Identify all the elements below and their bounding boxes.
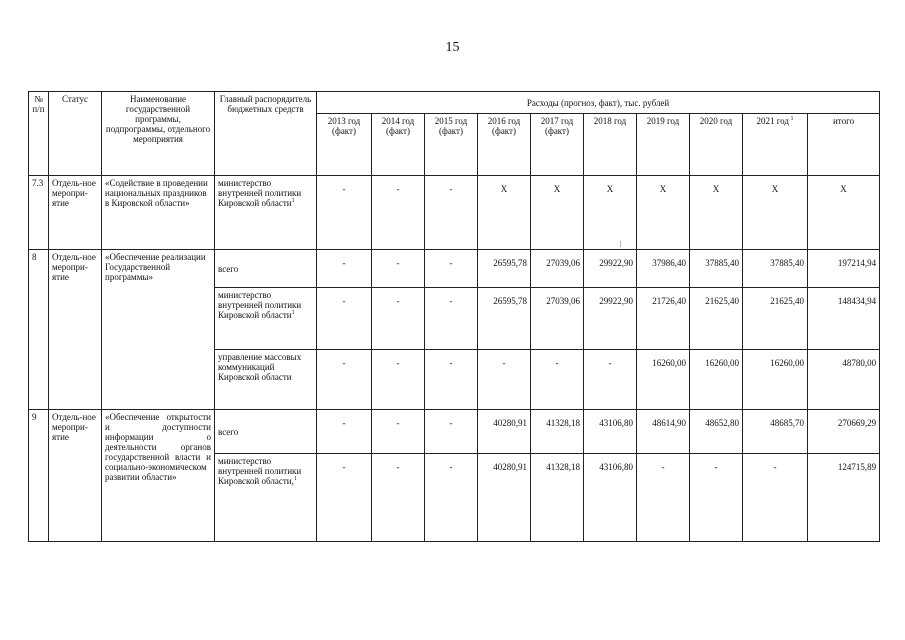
value-cell: 270669,29 bbox=[808, 410, 880, 454]
value-cell: - bbox=[372, 454, 425, 542]
value-cell: 21726,40 bbox=[637, 288, 690, 350]
header-year-5: 2018 год bbox=[584, 114, 637, 176]
value-cell: - bbox=[478, 350, 531, 410]
value-cell: 29922,90 bbox=[584, 288, 637, 350]
value-cell: - bbox=[425, 250, 478, 288]
value-cell: 41328,18 bbox=[531, 454, 584, 542]
page-number: 15 bbox=[445, 40, 460, 55]
header-year-8: 2021 год $^1$ bbox=[743, 114, 808, 176]
value-cell: - bbox=[425, 410, 478, 454]
value-cell: 26595,78 bbox=[478, 288, 531, 350]
row-distributor: всего bbox=[215, 410, 317, 454]
header-expenses: Расходы (прогноз, факт), тыс. рублей bbox=[317, 92, 880, 114]
value-cell: X bbox=[584, 176, 637, 250]
table-row bbox=[29, 250, 880, 288]
value-cell: 21625,40 bbox=[690, 288, 743, 350]
value-cell: 16260,00 bbox=[690, 350, 743, 410]
value-cell: - bbox=[372, 410, 425, 454]
value-cell: 48780,00 bbox=[808, 350, 880, 410]
value-cell: X bbox=[808, 176, 880, 250]
table-body bbox=[29, 176, 880, 542]
row-distributor: управление массовых коммуникаций Кировской области bbox=[215, 350, 317, 410]
value-cell: 37885,40 bbox=[743, 250, 808, 288]
value-cell: - bbox=[317, 288, 372, 350]
row-status: Отдель-ное меропри-ятие bbox=[49, 410, 102, 542]
row-distributor: министерство внутренней политики Кировской области$^1$ bbox=[215, 288, 317, 350]
row-distributor: министерство внутренней политики Кировской области,$^1$ bbox=[215, 454, 317, 542]
header-year-6: 2019 год bbox=[637, 114, 690, 176]
header-year-4: 2017 год (факт) bbox=[531, 114, 584, 176]
row-status: Отдель-ное меропри-ятие bbox=[49, 250, 102, 410]
row-name: «Обеспечение реализации Государственной программы» bbox=[102, 250, 215, 410]
table-row bbox=[29, 410, 880, 454]
header-status: Статус bbox=[49, 92, 102, 176]
footnote-mark: 1 bbox=[789, 116, 794, 122]
budget-table bbox=[28, 91, 880, 542]
value-cell: 26595,78 bbox=[478, 250, 531, 288]
value-cell: X bbox=[743, 176, 808, 250]
value-cell: 37986,40 bbox=[637, 250, 690, 288]
header-year-7: 2020 год bbox=[690, 114, 743, 176]
row-number: 8 bbox=[29, 250, 49, 410]
value-cell: - bbox=[425, 350, 478, 410]
value-cell: - bbox=[372, 176, 425, 250]
value-cell: 40280,91 bbox=[478, 410, 531, 454]
value-cell: - bbox=[743, 454, 808, 542]
value-cell: 48685,70 bbox=[743, 410, 808, 454]
value-cell: 21625,40 bbox=[743, 288, 808, 350]
table-row bbox=[29, 176, 880, 250]
value-cell: - bbox=[531, 350, 584, 410]
header-year-0: 2013 год (факт) bbox=[317, 114, 372, 176]
value-cell: - bbox=[317, 410, 372, 454]
value-cell: 43106,80 bbox=[584, 454, 637, 542]
value-cell: 40280,91 bbox=[478, 454, 531, 542]
value-cell: 37885,40 bbox=[690, 250, 743, 288]
value-cell: 29922,90 bbox=[584, 250, 637, 288]
value-cell: 16260,00 bbox=[743, 350, 808, 410]
value-cell: X bbox=[531, 176, 584, 250]
value-cell: 27039,06 bbox=[531, 288, 584, 350]
value-cell: 27039,06 bbox=[531, 250, 584, 288]
header-distributor: Главный распорядитель бюджетных средств bbox=[215, 92, 317, 176]
value-cell: - bbox=[372, 350, 425, 410]
value-cell: 197214,94 bbox=[808, 250, 880, 288]
header-year-1: 2014 год (факт) bbox=[372, 114, 425, 176]
value-cell: - bbox=[584, 350, 637, 410]
value-cell: - bbox=[317, 250, 372, 288]
value-cell: 48652,80 bbox=[690, 410, 743, 454]
row-distributor: всего bbox=[215, 250, 317, 288]
value-cell: - bbox=[690, 454, 743, 542]
value-cell: 16260,00 bbox=[637, 350, 690, 410]
footnote-mark: 1 bbox=[293, 476, 297, 482]
row-distributor: министерство внутренней политики Кировской области$^1$ bbox=[215, 176, 317, 250]
row-status: Отдель-ное меропри-ятие bbox=[49, 176, 102, 250]
value-cell: - bbox=[317, 350, 372, 410]
value-cell: - bbox=[317, 454, 372, 542]
value-cell: - bbox=[372, 288, 425, 350]
row-name: «Обеспечение открытости и доступности информации о деятельности органов государственной власти и социально-экономическом развитии области» bbox=[102, 410, 215, 542]
value-cell: 124715,89 bbox=[808, 454, 880, 542]
value-cell: 41328,18 bbox=[531, 410, 584, 454]
table-header bbox=[29, 92, 880, 176]
row-number: 9 bbox=[29, 410, 49, 542]
value-cell: X bbox=[637, 176, 690, 250]
row-number: 7.3 bbox=[29, 176, 49, 250]
value-cell: - bbox=[317, 176, 372, 250]
value-cell: - bbox=[372, 250, 425, 288]
header-year-9: итого bbox=[808, 114, 880, 176]
value-cell: X bbox=[478, 176, 531, 250]
value-cell: 48614,90 bbox=[637, 410, 690, 454]
header-year-2: 2015 год (факт) bbox=[425, 114, 478, 176]
scan-mark: | bbox=[620, 240, 622, 248]
value-cell: - bbox=[425, 454, 478, 542]
row-name: «Содействие в проведении национальных праздников в Кировской области» bbox=[102, 176, 215, 250]
header-num: № п/п bbox=[29, 92, 49, 176]
value-cell: X bbox=[690, 176, 743, 250]
footnote-mark: 1 bbox=[291, 198, 295, 204]
value-cell: - bbox=[425, 288, 478, 350]
header-name: Наименование государственной программы, подпрограммы, отдельного мероприятия bbox=[102, 92, 215, 176]
footnote-mark: 1 bbox=[291, 310, 295, 316]
value-cell: 148434,94 bbox=[808, 288, 880, 350]
value-cell: 43106,80 bbox=[584, 410, 637, 454]
value-cell: - bbox=[637, 454, 690, 542]
value-cell: - bbox=[425, 176, 478, 250]
header-year-3: 2016 год (факт) bbox=[478, 114, 531, 176]
